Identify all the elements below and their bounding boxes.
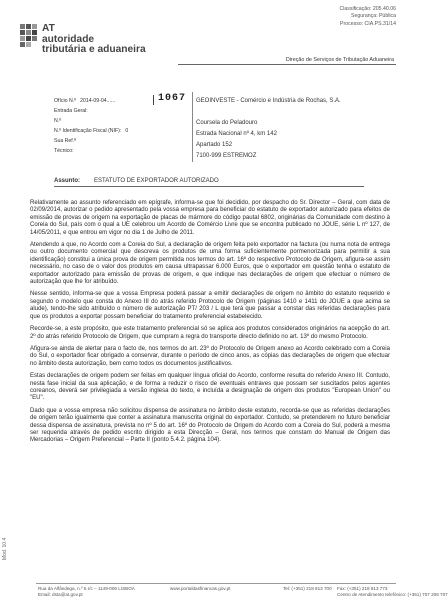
address-line: 7100-999 ESTREMOZ (196, 153, 257, 159)
classification-line: Classificação: 205.40.06 (339, 6, 396, 12)
reference-number: 1067 (158, 93, 187, 104)
process-line: Processo: CIA.PS.31/14 (340, 20, 396, 27)
body-paragraph: Relativamente ao assunto referenciado em epígrafe, informa-se que foi decidido, por despacho do Sr. Director – Geral, com data de 02/09/2014, autorizar o pedido apresentado pela vossa empresa para beneficiar do estatuto de exportador autorizado para efeitos de emissão de provas de origem na exportação de placas de mármore do código pautal 6802, originárias da Comunidade com destino à Coreia do Sul, país com o qual a UE celebrou um Acordo de Comércio Livre que se encontra publicado no JOUE, série L nº 127, de 14/05/2011, e que entrou em vigor no dia 1 de Julho de 2011. (30, 200, 390, 236)
address-line (196, 107, 341, 118)
body-paragraph: Estas declarações de origem podem ser feitas em qualquer língua oficial do Acordo, conforme resulta do referido Anexo III. Contudo, nesta fase inicial da sua aplicação, e de forma a reduzir o risco de eventuais entraves que possam ser suscitados pelos agentes coreanos, deverá ser privilegiada a versão inglesa do texto, e incluída a designação de origem dos produtos "European Union" ou "EU". (30, 373, 390, 402)
numero-label: N.º (54, 118, 62, 124)
footer-line: www.portaldasfinancas.gov.pt (170, 586, 231, 591)
body-paragraph: Afigura-se ainda de alertar para o facto de, nos termos do art. 23º do Protocolo de Origem anexo ao Acordo celebrado com a Coreia do Sul, o exportador ficar obrigado a conservar, durante o período de cinco anos, as cópias das declarações de origem que efectuar no âmbito desta autorização, bem como todos os documentos justificativos. (30, 345, 390, 367)
reference-bar (153, 95, 154, 105)
footer-address (38, 586, 135, 598)
footer-divider (36, 583, 396, 584)
address-line: Coursela do Peladouro (196, 120, 258, 126)
address-line: Estrada Nacional nº 4, km 142 (196, 131, 277, 137)
direction-title: Direção de Serviços de Tributação Aduaneira (285, 57, 394, 63)
oficio-value: 2014-09-04...... (80, 98, 116, 104)
address-divider (192, 92, 193, 162)
org-name (42, 24, 146, 56)
footer-call-center: Centro de Atendimento telefónico: (+351) 707 206 707 (337, 592, 448, 598)
body-paragraph: Dado que a vossa empresa não solicitou dispensa de assinatura no âmbito deste estatuto, recorda-se que as referidas declarações de origem terão igualmente que conter a assinatura manuscrita original do exportador. Contudo, se pretenderem no futuro beneficiar dessa dispensa de assinatura, prevista no nº 5 do art. 16º do Protocolo de Origem do Acordo com a Coreia do Sul, poderá a mesma ser requerida através de pedido escrito dirigido a esta Direcção – Geral, nos termos que constam do Manual de Origem das Mercadorias – Origem Preferencial – Parte II (ponto 5.4.2. página 104). (30, 407, 390, 444)
footer-email: Email: dsta@at.gov.pt (38, 592, 83, 598)
org-name-line: autoridade (42, 33, 95, 45)
address-line: Apartado 152 (196, 142, 233, 148)
subject-text: ESTATUTO DE EXPORTADOR AUTORIZADO (94, 178, 219, 184)
footer-fax: Fax: (+351) 218 813 773 (337, 586, 388, 591)
nif-value: 0 (125, 128, 129, 134)
recipient-address (196, 96, 341, 162)
tecnico-label: Técnico: (54, 148, 74, 154)
letter-body (30, 200, 390, 445)
footer-line: Tel: (+351) 218 813 700 (283, 586, 332, 591)
entrada-label: Entrada Geral: (54, 108, 88, 114)
header-divider (178, 64, 396, 65)
at-logo-icon (20, 24, 38, 50)
org-name-line: tributária e aduaneira (42, 44, 146, 55)
oficio-label: Ofício N.º (54, 98, 77, 104)
org-name-line: AT (42, 23, 55, 34)
subject-label: Assunto: (54, 178, 80, 184)
body-paragraph: Atendendo a que, no Acordo com a Coreia do Sul, a declaração de origem feita pelo exportador na factura (ou numa nota de entrega ou outro documento comercial que descreva os produtos de uma forma suficientemente pormenorizada para permitir a sua identificação) constitui a única prova de origem permitida nos termos do art. 16º do respectivo Protocolo de Origem, afigura-se assim necessário, no caso de o valor dos produtos em causa ultrapassar 6.000 Euros, que o exportador em questão tenha o estatuto de exportador autorizado para emissão de provas de origem, e que indique nas declarações de origem que efectuar o número de autorização que lhe for atribuído. (30, 242, 390, 286)
footer-website (170, 586, 230, 592)
classification-block (339, 6, 396, 28)
footer-line: Rua da Alfândega, n.º 5 r/c – 1149-006 LISBOA (38, 586, 135, 591)
nif-label: N.º Identificação Fiscal (NIF): (54, 128, 122, 134)
sua-ref-label: Sua Ref.ª (54, 138, 77, 144)
footer-contact (337, 586, 448, 598)
subject-underline (54, 186, 364, 187)
body-paragraph: Nesse sentido, informa-se que a vossa Empresa poderá passar a emitir declarações de origem no âmbito do estatuto requerido e segundo o modelo que consta do Anexo III do atrás referido Protocolo de Origem (páginas 1410 e 1411 do JOUE a que acima se alude), tendo-lhe sido atribuído o número de autorização PT/ 203 / L que terá que passar a constar das referidas declarações para que os produtos a exportar possam beneficiar do tratamento preferencial estabelecido. (30, 291, 390, 320)
form-model-mark: Mod. 10.4 (2, 537, 8, 560)
subject-line (54, 178, 219, 184)
body-paragraph: Recorde-se, a este propósito, que este tratamento preferencial só se aplica aos produtos considerados originários na acepção do art. 2º do atrás referido Protocolo de Origem, que cumpram a regra do transporte directo definido no art. 13º do mesmo Protocolo. (30, 326, 390, 340)
security-line: Segurança: Pública (351, 13, 396, 20)
footer-phone (283, 586, 332, 592)
reference-block (54, 96, 204, 156)
address-line: GEOINVESTE - Comércio e Indústria de Rochas, S.A. (196, 98, 341, 104)
